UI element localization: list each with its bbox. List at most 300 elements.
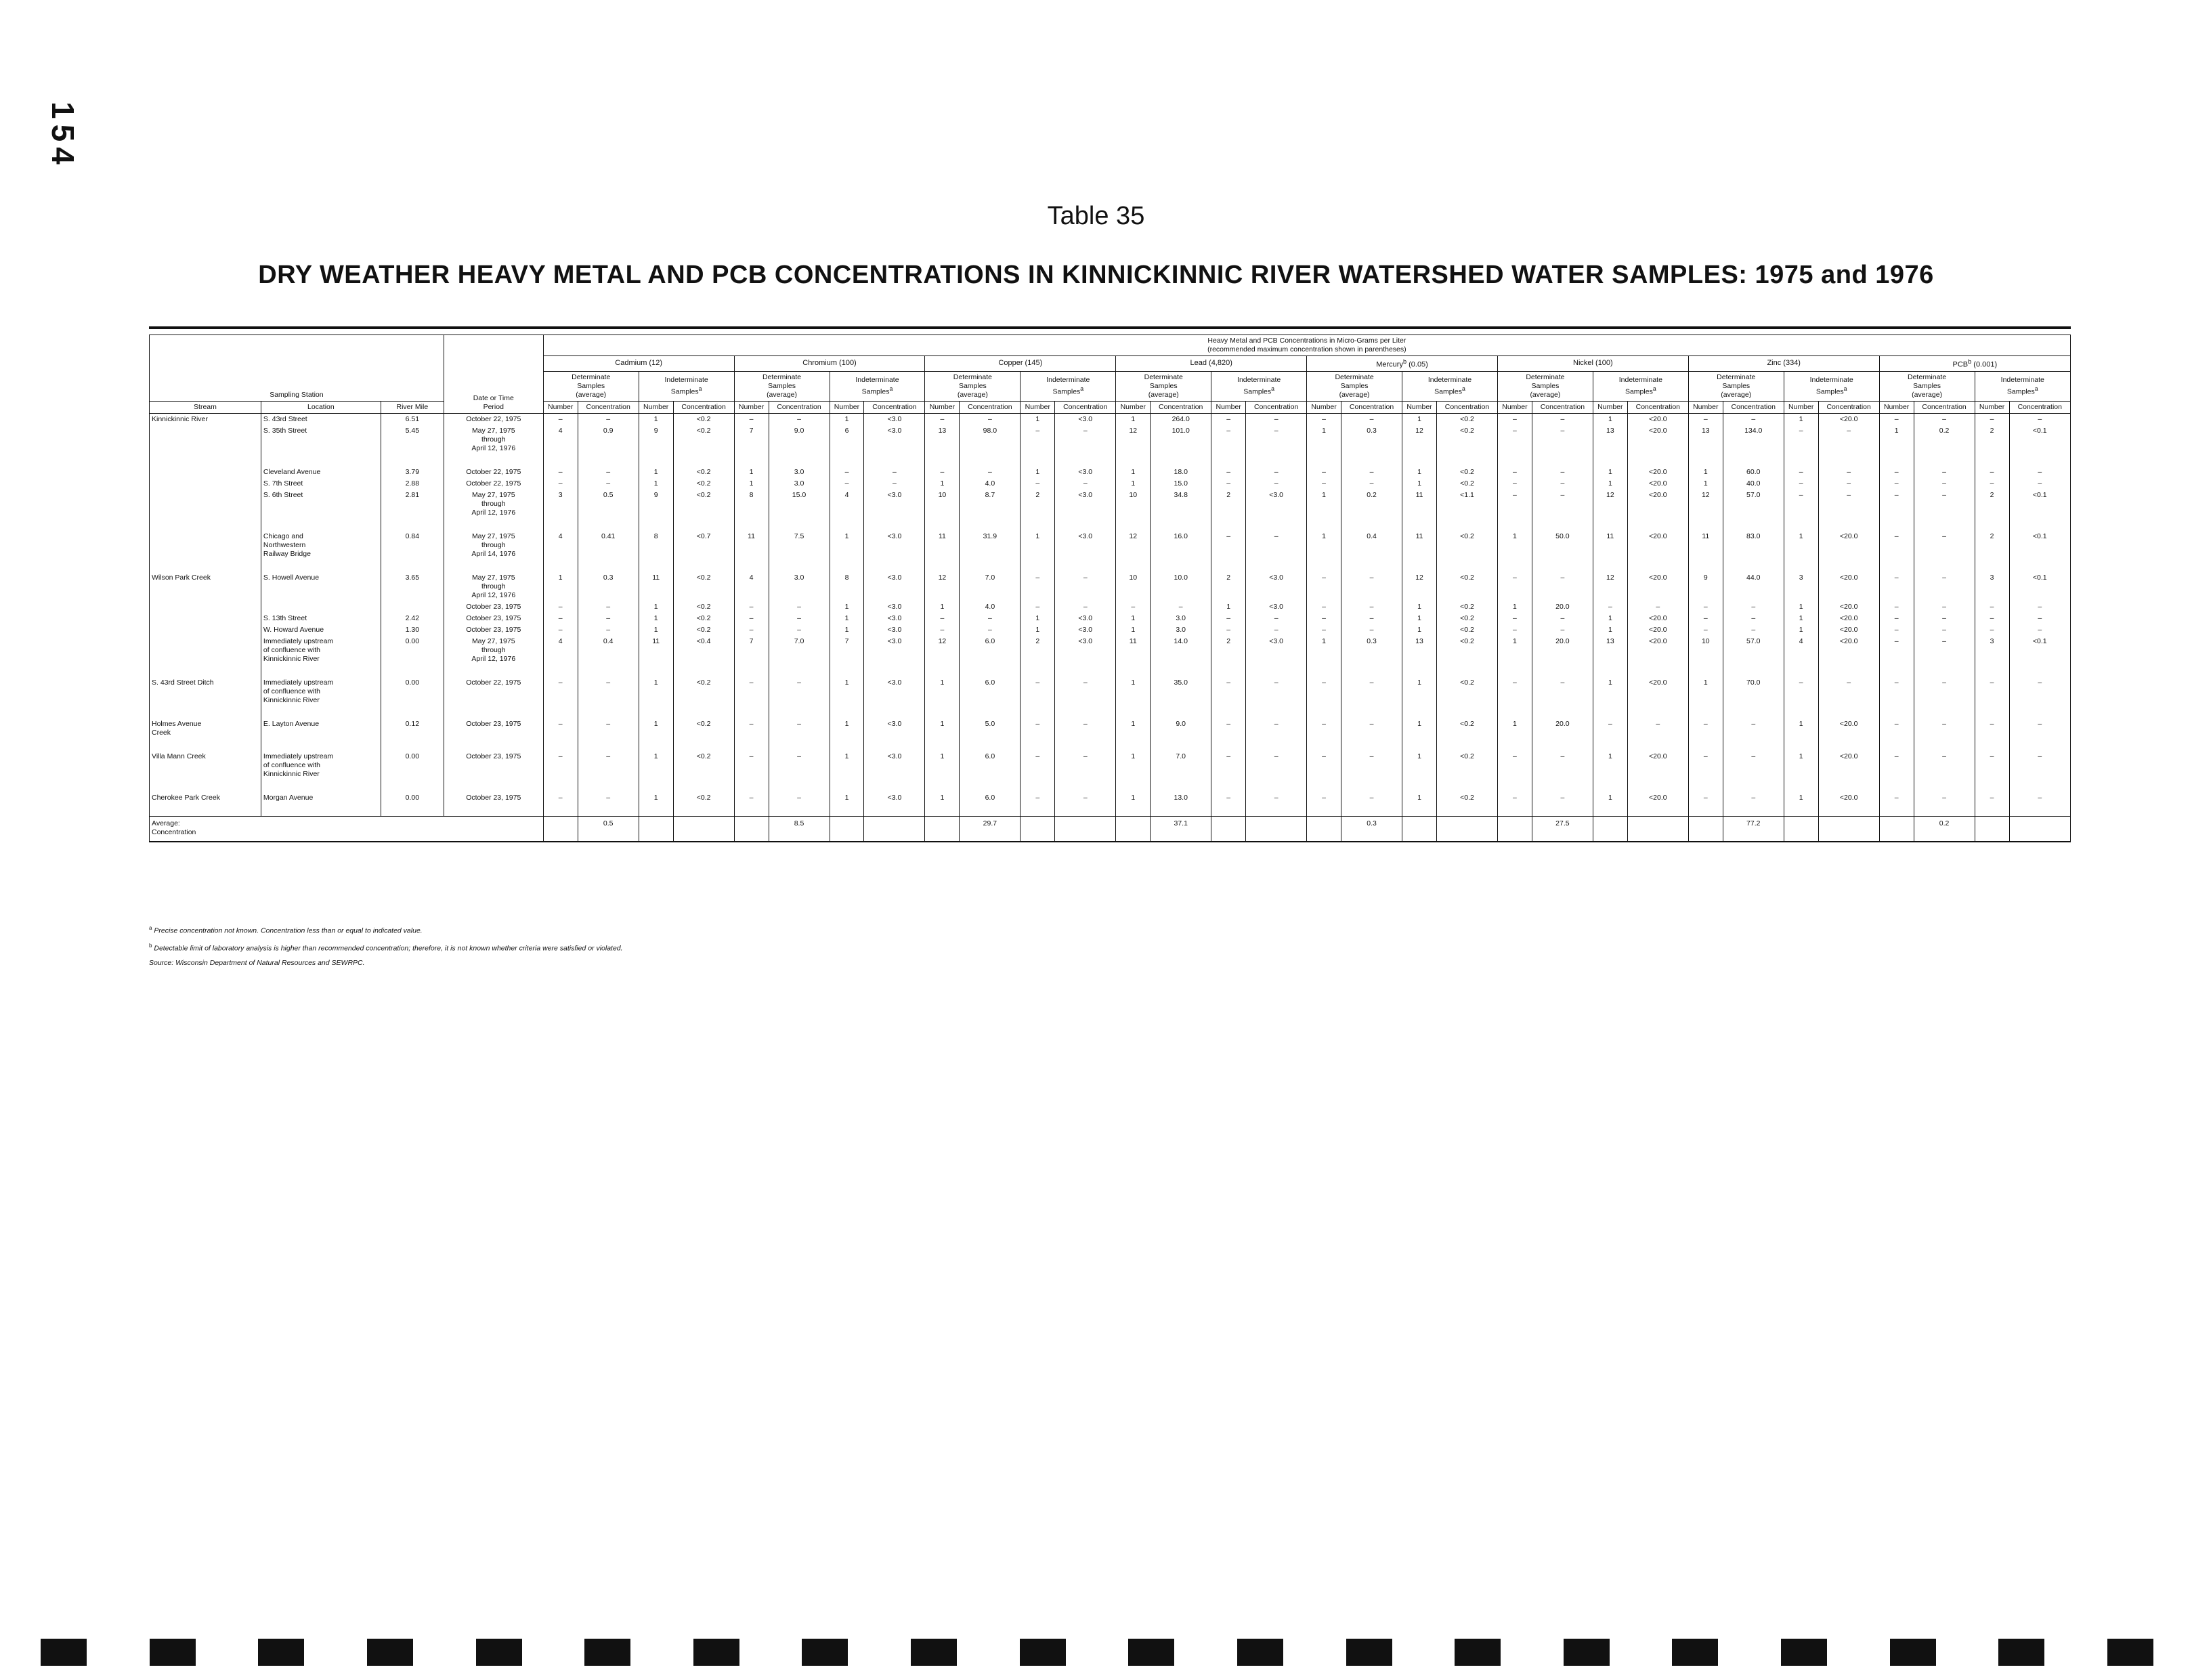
concentration-cell: <3.0 [864,677,925,718]
number-cell: 10 [1688,636,1723,677]
concentration-cell: – [1055,425,1116,467]
period-cell: May 27, 1975 through April 12, 1976 [444,572,543,601]
number-cell: 1 [1402,792,1437,817]
number-cell: 11 [1116,636,1151,677]
metal-header [543,356,734,372]
stream-column-header: Stream [150,401,261,413]
number-cell: – [1879,572,1914,601]
number-cell: 1 [1784,624,1818,636]
number-cell: – [1020,718,1055,751]
concentration-cell: 9.0 [1151,718,1211,751]
concentration-cell: – [578,478,639,490]
number-cell: – [1975,467,2009,478]
footnote [149,939,623,956]
top-rule [149,326,2071,329]
concentration-cell: <0.2 [1437,624,1498,636]
number-cell: 1 [1307,425,1341,467]
concentration-cell: 0.9 [578,425,639,467]
number-cell: 1 [1784,613,1818,624]
number-cell: 1 [1116,413,1151,425]
number-column-header: Number [1497,401,1532,413]
concentration-cell: 0.3 [1341,636,1402,677]
number-cell: – [734,751,769,792]
number-cell: – [1211,718,1246,751]
table-row [150,425,2071,467]
average-number-cell [925,816,960,842]
concentration-column-header: Concentration [1437,401,1498,413]
average-number-cell [1211,816,1246,842]
period-cell: May 27, 1975 through April 12, 1976 [444,636,543,677]
number-cell: – [1688,792,1723,817]
number-cell: – [1975,601,2009,613]
table-row [150,613,2071,624]
number-cell: – [1879,792,1914,817]
number-cell: 1 [1402,467,1437,478]
concentration-cell: – [1341,478,1402,490]
number-cell: – [1497,413,1532,425]
period-cell: May 27, 1975 through April 12, 1976 [444,490,543,531]
concentration-cell: 35.0 [1151,677,1211,718]
number-cell: 2 [1020,636,1055,677]
number-cell: 6 [830,425,864,467]
river-mile-cell: 0.00 [381,751,444,792]
concentration-cell: – [1055,572,1116,601]
concentration-cell: – [578,601,639,613]
number-cell: – [925,413,960,425]
concentration-cell: – [1532,413,1593,425]
determinate-samples-header: Determinate Samples (average) [1879,371,1975,401]
concentration-cell: <3.0 [864,572,925,601]
number-cell: 1 [1593,478,1627,490]
number-cell: 2 [1211,572,1246,601]
number-cell: 12 [1116,425,1151,467]
concentration-cell: <20.0 [1818,601,1879,613]
concentration-cell: 0.2 [1341,490,1402,531]
concentration-column-header: Concentration [578,401,639,413]
concentration-cell: <0.2 [673,413,734,425]
average-label: Average: Concentration [150,816,544,842]
number-cell: 1 [639,413,673,425]
concentration-column-header: Concentration [1914,401,1975,413]
location-column-header: Location [261,401,381,413]
number-cell: 12 [925,636,960,677]
concentration-cell: – [578,677,639,718]
number-cell: – [1211,792,1246,817]
concentration-cell: <0.4 [673,636,734,677]
location-cell: Immediately upstream of confluence with Kinnickinnic River [261,751,381,792]
metal-name: Cadmium [615,359,647,368]
number-cell: – [830,478,864,490]
concentration-cell: – [1246,677,1307,718]
number-cell: 1 [830,792,864,817]
concentration-cell: 18.0 [1151,467,1211,478]
concentration-cell: 20.0 [1532,636,1593,677]
metal-limit: (100) [1593,359,1613,368]
table-row [150,490,2071,531]
number-cell: – [1879,413,1914,425]
number-cell: – [1879,677,1914,718]
number-cell: – [1307,751,1341,792]
metal-limit: (145) [1023,359,1043,368]
concentration-cell: 98.0 [960,425,1020,467]
number-cell: – [1020,792,1055,817]
concentration-cell: – [1627,601,1688,613]
number-cell: 1 [830,751,864,792]
number-cell: 11 [1402,490,1437,531]
average-concentration-cell: 8.5 [769,816,830,842]
stream-cell: Cherokee Park Creek [150,792,261,817]
footnote-text: Precise concentration not known. Concentration less than or equal to indicated value. [154,926,423,935]
period-cell: October 22, 1975 [444,478,543,490]
number-cell: – [1307,718,1341,751]
footnote [149,921,623,939]
number-cell: 4 [830,490,864,531]
concentration-cell: <0.2 [673,425,734,467]
number-cell: – [1307,613,1341,624]
concentration-cell: <3.0 [864,425,925,467]
number-cell: – [1307,413,1341,425]
number-cell: 13 [1402,636,1437,677]
concentration-cell: – [578,718,639,751]
river-mile-cell: 1.30 [381,624,444,636]
concentration-cell: – [1532,613,1593,624]
river-mile-cell: 6.51 [381,413,444,425]
number-cell: – [1879,718,1914,751]
registration-mark [1020,1639,1066,1666]
number-cell: 12 [1593,572,1627,601]
metal-header [1116,356,1307,372]
concentration-column-header: Concentration [2009,401,2070,413]
concentration-cell: – [2009,792,2070,817]
number-column-header: Number [543,401,578,413]
number-cell: – [734,677,769,718]
registration-mark [2107,1639,2153,1666]
number-cell: 1 [639,467,673,478]
concentration-cell: – [769,718,830,751]
number-cell: – [1307,792,1341,817]
registration-mark [476,1639,522,1666]
number-cell: 1 [1402,478,1437,490]
concentration-cell: 0.41 [578,531,639,572]
footnote-text: Source: Wisconsin Department of Natural Resources and SEWRPC. [149,959,365,967]
number-cell: 7 [734,636,769,677]
table-title: DRY WEATHER HEAVY METAL AND PCB CONCENTRATIONS IN KINNICKINNIC RIVER WATERSHED WATER SAMPLES: 1975 and 1976 [258,261,1934,289]
concentration-cell: – [2009,478,2070,490]
number-column-header: Number [1975,401,2009,413]
river-mile-cell: 2.42 [381,613,444,624]
metal-header [1307,356,1498,372]
number-cell: 11 [1593,531,1627,572]
number-cell: – [1307,601,1341,613]
concentration-cell: 70.0 [1723,677,1784,718]
number-column-header: Number [925,401,960,413]
average-concentration-cell: 0.2 [1914,816,1975,842]
number-cell: 1 [639,751,673,792]
concentration-cell: 44.0 [1723,572,1784,601]
number-cell: 2 [1020,490,1055,531]
number-cell: 1 [1116,751,1151,792]
concentration-cell: <0.2 [673,478,734,490]
number-cell: – [734,792,769,817]
concentration-cell: <0.2 [673,467,734,478]
number-cell: – [1497,792,1532,817]
number-cell: 1 [830,624,864,636]
concentration-cell: – [1723,792,1784,817]
number-cell: – [1975,677,2009,718]
concentration-cell: – [1914,613,1975,624]
concentration-cell: – [960,467,1020,478]
river-mile-cell: 3.65 [381,572,444,601]
concentration-cell: <20.0 [1818,413,1879,425]
location-cell: Morgan Avenue [261,792,381,817]
number-cell: – [1975,478,2009,490]
number-cell: – [1307,467,1341,478]
average-concentration-cell [1437,816,1498,842]
concentration-cell: – [864,467,925,478]
concentration-cell: – [1818,467,1879,478]
number-column-header: Number [1211,401,1246,413]
period-cell: October 22, 1975 [444,467,543,478]
concentration-cell: <3.0 [864,718,925,751]
number-cell: 9 [639,425,673,467]
number-cell: – [1211,478,1246,490]
registration-mark [1564,1639,1610,1666]
footnote-marker: a [1080,385,1084,392]
concentration-cell: <0.2 [1437,792,1498,817]
period-cell: October 22, 1975 [444,677,543,718]
number-cell: 1 [1593,624,1627,636]
metal-limit: (4,820) [1206,359,1232,368]
number-cell: – [1497,478,1532,490]
number-column-header: Number [1784,401,1818,413]
concentration-cell: – [769,413,830,425]
location-cell: W. Howard Avenue [261,624,381,636]
concentration-cell: <20.0 [1627,624,1688,636]
river-mile-cell: 0.00 [381,636,444,677]
concentration-cell: <0.2 [673,601,734,613]
number-cell: 4 [543,425,578,467]
location-cell: S. 13th Street [261,613,381,624]
average-concentration-cell [673,816,734,842]
concentration-column-header: Concentration [1627,401,1688,413]
stream-cell [150,531,261,572]
concentration-cell: <20.0 [1627,490,1688,531]
determinate-samples-header: Determinate Samples (average) [734,371,830,401]
metal-header [1688,356,1879,372]
metal-limit: (334) [1781,359,1801,368]
concentration-cell: 57.0 [1723,636,1784,677]
river-mile-cell: 2.88 [381,478,444,490]
number-cell: 1 [925,718,960,751]
number-cell: 1 [1497,601,1532,613]
concentration-cell: – [2009,413,2070,425]
number-cell: 1 [1307,636,1341,677]
concentration-cell: 4.0 [960,601,1020,613]
concentration-cell: <20.0 [1627,792,1688,817]
concentration-cell: 264.0 [1151,413,1211,425]
concentration-cell: 7.0 [1151,751,1211,792]
concentration-cell: – [1341,677,1402,718]
registration-mark [802,1639,848,1666]
concentration-cell: – [1055,601,1116,613]
number-cell: – [1497,425,1532,467]
number-cell: – [543,718,578,751]
concentration-cell: 6.0 [960,751,1020,792]
number-cell: – [543,792,578,817]
number-cell: – [925,613,960,624]
location-cell: Immediately upstream of confluence with Kinnickinnic River [261,677,381,718]
river-mile-cell: 3.79 [381,467,444,478]
number-cell: 1 [639,718,673,751]
concentration-cell: – [1151,601,1211,613]
average-number-cell [1307,816,1341,842]
concentration-cell: – [960,624,1020,636]
number-cell: – [1975,751,2009,792]
concentration-cell: <20.0 [1818,531,1879,572]
concentration-cell: <0.2 [673,490,734,531]
number-cell: – [1211,751,1246,792]
average-concentration-cell: 0.5 [578,816,639,842]
concentration-cell: – [1532,490,1593,531]
concentration-cell: – [960,413,1020,425]
number-cell: 3 [1975,636,2009,677]
number-cell: 1 [1497,718,1532,751]
footnote-marker: a [1843,385,1847,392]
number-cell: – [1020,601,1055,613]
number-cell: – [543,601,578,613]
number-cell: 1 [1020,624,1055,636]
concentration-cell: – [1246,624,1307,636]
stream-cell: Wilson Park Creek [150,572,261,601]
number-cell: – [734,601,769,613]
concentration-column-header: Concentration [1723,401,1784,413]
concentration-cell: – [1914,467,1975,478]
number-cell: – [734,413,769,425]
concentration-cell: 13.0 [1151,792,1211,817]
concentration-cell: – [769,601,830,613]
concentration-cell: – [1246,467,1307,478]
concentration-cell: <20.0 [1627,572,1688,601]
number-cell: – [1497,677,1532,718]
number-cell: – [1497,490,1532,531]
concentration-cell: 57.0 [1723,490,1784,531]
number-cell: – [1879,636,1914,677]
number-cell: 1 [1307,531,1341,572]
concentration-cell: – [1914,677,1975,718]
stream-cell: Kinnickinnic River [150,413,261,425]
concentration-cell: <20.0 [1818,718,1879,751]
concentration-cell: 6.0 [960,636,1020,677]
concentration-cell: – [1341,572,1402,601]
period-cell: October 22, 1975 [444,413,543,425]
number-cell: – [734,613,769,624]
concentration-column-header: Concentration [1151,401,1211,413]
number-cell: 1 [1593,751,1627,792]
concentration-cell: <0.2 [673,613,734,624]
indeterminate-samples-header: Indeterminate Samples$^a$ [1784,371,1879,401]
concentration-cell: – [1914,718,1975,751]
number-cell: – [734,718,769,751]
concentration-cell: – [2009,601,2070,613]
period-cell: October 23, 1975 [444,718,543,751]
concentration-cell: 15.0 [769,490,830,531]
concentration-cell: – [769,751,830,792]
number-cell: 1 [1688,467,1723,478]
number-cell: – [1879,624,1914,636]
concentration-cell: – [1723,413,1784,425]
number-cell: – [543,613,578,624]
number-cell: – [1784,677,1818,718]
registration-mark [1998,1639,2044,1666]
concentration-cell: <0.2 [673,572,734,601]
average-number-cell [734,816,769,842]
number-cell: – [1211,677,1246,718]
table-row [150,413,2071,425]
number-cell: – [1688,718,1723,751]
concentration-cell: 6.0 [960,792,1020,817]
concentration-cell: 7.5 [769,531,830,572]
location-cell: E. Layton Avenue [261,718,381,751]
concentration-cell: – [1818,425,1879,467]
number-cell: 1 [830,718,864,751]
number-cell: 1 [1784,718,1818,751]
number-cell: 1 [1402,751,1437,792]
indeterminate-samples-header: Indeterminate Samples$^a$ [1020,371,1116,401]
number-cell: 1 [1402,718,1437,751]
concentration-cell: <0.2 [1437,636,1498,677]
concentration-cell: 0.4 [578,636,639,677]
determinate-samples-header: Determinate Samples (average) [1688,371,1784,401]
number-cell: – [1975,792,2009,817]
number-cell: 12 [1116,531,1151,572]
number-cell: 13 [1593,425,1627,467]
location-cell: S. Howell Avenue [261,572,381,601]
concentration-cell: <0.2 [673,751,734,792]
concentration-cell: – [1055,792,1116,817]
average-concentration-cell [864,816,925,842]
average-number-cell [1975,816,2009,842]
number-cell: – [1688,413,1723,425]
number-cell: – [1211,413,1246,425]
period-cell: May 27, 1975 through April 14, 1976 [444,531,543,572]
number-column-header: Number [1879,401,1914,413]
concentration-cell: <20.0 [1627,677,1688,718]
number-cell: 12 [1688,490,1723,531]
concentration-column-header: Concentration [1055,401,1116,413]
registration-mark [367,1639,413,1666]
number-cell: 3 [543,490,578,531]
location-cell: S. 7th Street [261,478,381,490]
number-cell: 4 [1784,636,1818,677]
number-cell: 9 [639,490,673,531]
concentration-cell: <3.0 [1055,413,1116,425]
concentration-cell: – [2009,467,2070,478]
river-mile-cell: 5.45 [381,425,444,467]
concentration-cell: – [578,624,639,636]
number-cell: 8 [734,490,769,531]
concentration-cell: – [769,792,830,817]
number-cell: 12 [1593,490,1627,531]
concentration-cell: – [1246,413,1307,425]
number-cell: 3 [1975,572,2009,601]
concentration-cell: <0.2 [673,624,734,636]
concentration-cell: – [1914,490,1975,531]
metal-name: Zinc [1767,359,1782,368]
registration-mark [1346,1639,1392,1666]
number-cell: – [1688,624,1723,636]
number-cell: – [543,751,578,792]
concentration-cell: 5.0 [960,718,1020,751]
